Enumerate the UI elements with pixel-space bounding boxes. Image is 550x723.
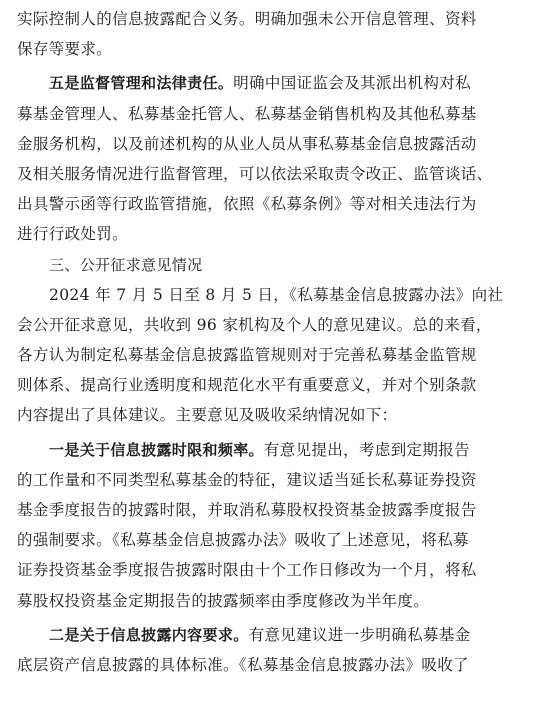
text-line: 募基金管理人、私募基金托管人、私募基金销售机构及其他私募基: [17, 104, 477, 123]
text-line: 及相关服务情况进行监督管理，可以依法采取责令改正、监管谈话、: [17, 164, 493, 183]
text-line: 实际控制人的信息披露配合义务。明确加强未公开信息管理、资料: [17, 10, 477, 28]
point-one-first-line: [17, 435, 533, 465]
text-line: 内容提出了具体建议。主要意见及吸收采纳情况如下：: [17, 406, 398, 425]
text-line: 的工作量和不同类型私募基金的特征，建议适当延长私募证券投资: [17, 470, 477, 489]
point-two-heading: 二是关于信息披露内容要求。: [49, 625, 249, 644]
text-line: 底层资产信息披露的具体标准。《私募基金信息披露办法》吸收了: [17, 655, 469, 674]
point-one-heading: 一是关于信息披露时限和频率。: [49, 440, 264, 459]
text-line: 则体系、提高行业透明度和规范化水平有重要意义，并对个别条款: [17, 376, 477, 395]
section-five-first-line: [17, 68, 533, 98]
text-line: 金服务机构，以及前述机构的从业人员从事私募基金信息披露活动: [17, 134, 477, 153]
section-three-title: 三、公开征求意见情况: [49, 255, 203, 274]
text-line: 的强制要求。《私募基金信息披露办法》吸收了上述意见，将私募: [17, 531, 469, 550]
text-line: 募股权投资基金定期报告的披露频率由季度修改为半年度。: [17, 591, 430, 610]
text-line: 证券投资基金季度报告披露时限由十个工作日修改为一个月，将私: [17, 561, 477, 580]
text-line: 会公开征求意见，共收到 96 家机构及个人的意见建议。总的来看，: [17, 315, 492, 334]
text-line: 2024 年 7 月 5 日至 8 月 5 日，《私募基金信息披露办法》向社: [49, 285, 504, 304]
text-line: 明确中国证监会及其派出机构对私: [233, 74, 471, 93]
text-line: 保存等要求。: [17, 40, 113, 59]
text-line: 各方认为制定私募基金信息披露监管规则对于完善私募基金监管规: [17, 346, 477, 365]
section-five-heading: 五是监督管理和法律责任。: [49, 74, 234, 93]
text-line: 有意见建议进一步明确私募基金: [248, 625, 471, 644]
text-line: 出具警示函等行政监管措施，依照《私募条例》等对相关违法行为: [17, 195, 477, 214]
document-page: [17, 4, 533, 680]
text-line: 有意见提出，考虑到定期报告: [263, 440, 470, 459]
text-line: 基金季度报告的披露时限，并取消私募股权投资基金披露季度报告: [17, 501, 477, 519]
text-line: 进行行政处罚。: [17, 225, 128, 244]
point-two-first-line: [17, 620, 533, 650]
